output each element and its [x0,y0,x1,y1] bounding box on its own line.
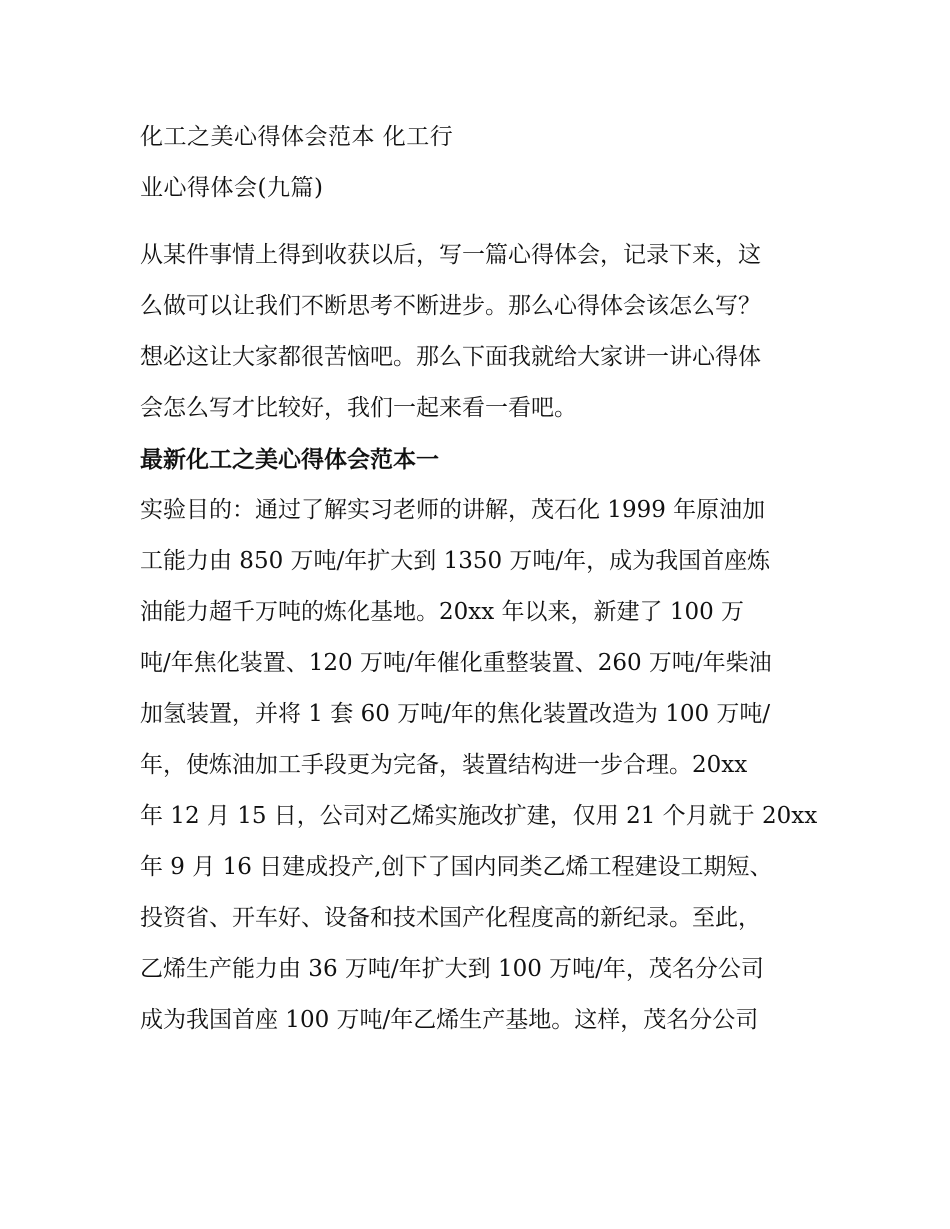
title-line: 业心得体会(九篇) [140,175,324,201]
body-line: 吨/年焦化装置、120 万吨/年催化重整装置、260 万吨/年柴油 [140,650,772,676]
intro-line: 会怎么写才比较好，我们一起来看一看吧。 [140,395,577,421]
document-page [140,112,818,1046]
body-line: 工能力由 850 万吨/年扩大到 1350 万吨/年，成为我国首座炼 [140,548,771,574]
section-heading: 最新化工之美心得体会范本一 [140,446,439,473]
title-line: 化工之美心得体会范本 化工行 [140,124,454,150]
body-line: 年 9 月 16 日建成投产,创下了国内同类乙烯工程建设工期短、 [140,854,773,880]
body-line: 成为我国首座 100 万吨/年乙烯生产基地。这样，茂名分公司 [140,1007,759,1033]
body-paragraph [140,485,818,1046]
body-line: 油能力超千万吨的炼化基地。20xx 年以来，新建了 100 万 [140,599,745,625]
intro-line: 么做可以让我们不断思考不断进步。那么心得体会该怎么写？ [140,293,761,319]
body-line: 年，使炼油加工手段更为完备，装置结构进一步合理。20xx [140,752,748,778]
body-line: 实验目的：通过了解实习老师的讲解，茂石化 1999 年原油加 [140,497,766,523]
intro-paragraph [140,230,812,434]
intro-line: 想必这让大家都很苦恼吧。那么下面我就给大家讲一讲心得体 [140,344,761,370]
body-line: 年 12 月 15 日，公司对乙烯实施改扩建，仅用 21 个月就于 20xx [140,803,818,829]
body-line: 加氢装置，并将 1 套 60 万吨/年的焦化装置改造为 100 万吨/ [140,701,771,727]
body-line: 投资省、开车好、设备和技术国产化程度高的新纪录。至此， [140,905,761,931]
document-title [140,112,812,214]
body-line: 乙烯生产能力由 36 万吨/年扩大到 100 万吨/年，茂名分公司 [140,956,764,982]
intro-line: 从某件事情上得到收获以后，写一篇心得体会，记录下来，这 [140,242,761,268]
